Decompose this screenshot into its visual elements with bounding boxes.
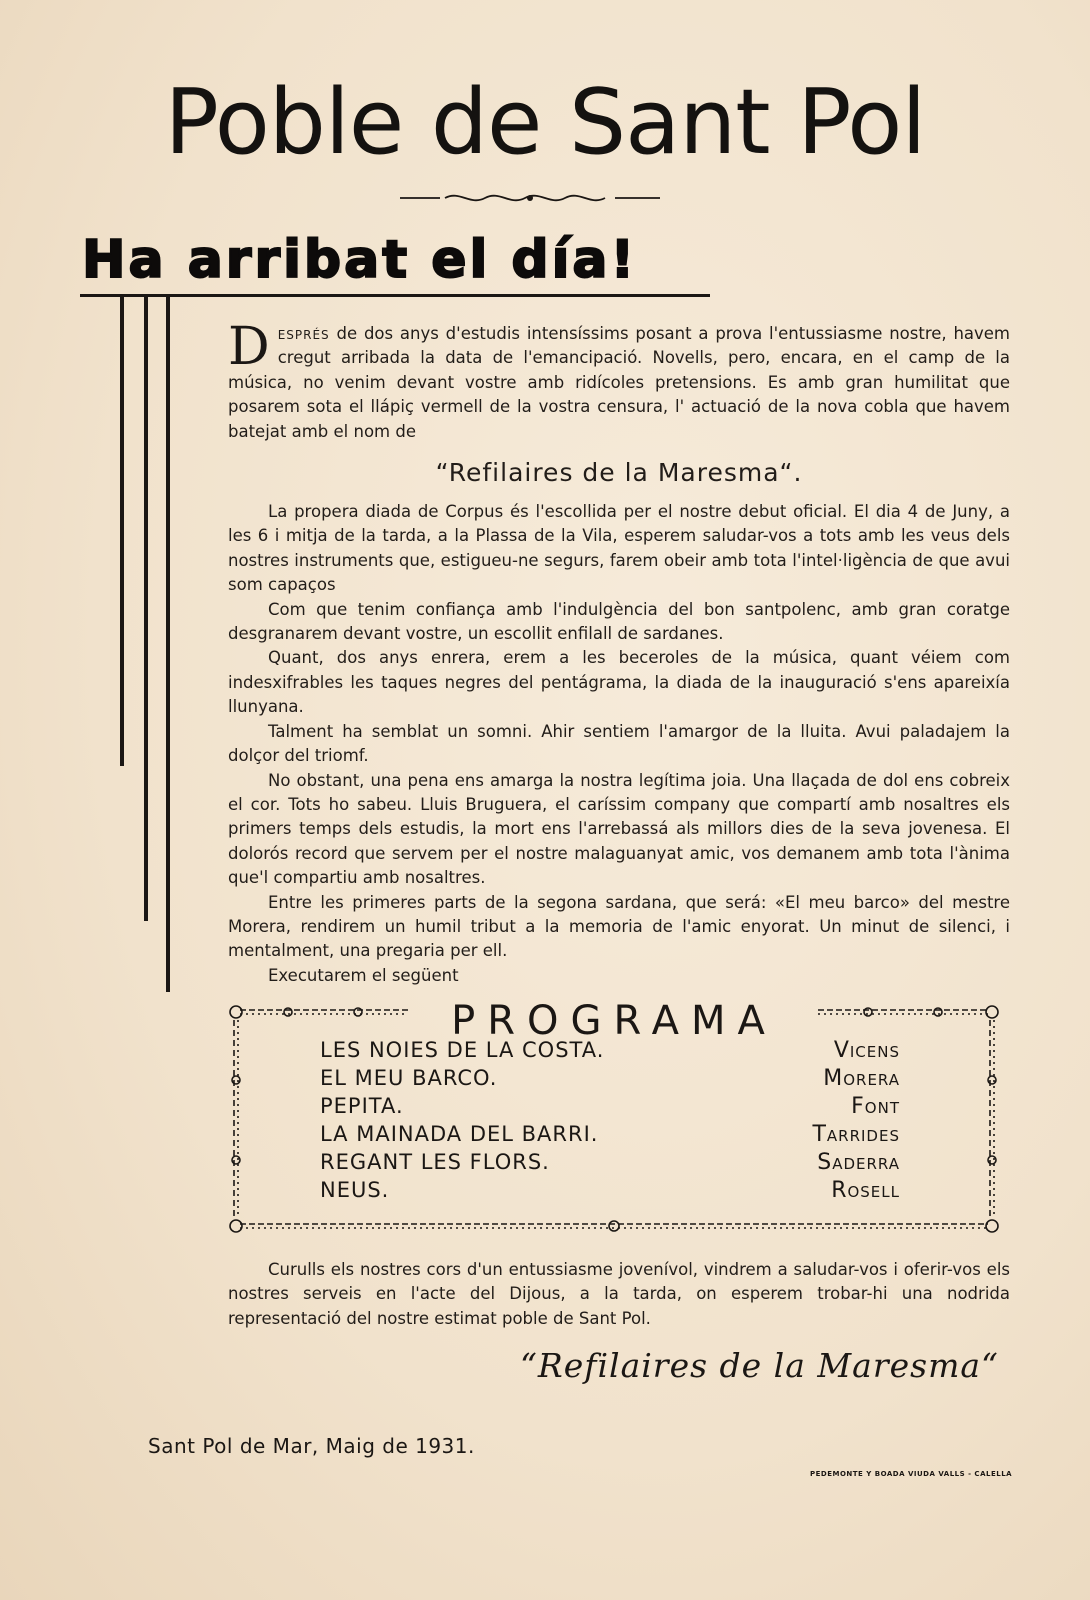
paragraph: Executarem el següent [268, 965, 459, 985]
closing-paragraph [228, 1258, 1010, 1331]
drop-cap: D [228, 317, 270, 377]
printer-credit: PEDEMONTE Y BOADA VIUDA VALLS - CALELLA [810, 1470, 1013, 1478]
vertical-rule [144, 296, 148, 921]
song-author: Saderra [817, 1150, 900, 1175]
headline: Ha arribat el día! [82, 230, 638, 290]
programa-box [228, 1000, 1000, 1250]
signature: “Refilaires de la Maresma“ [520, 1346, 999, 1385]
song-title: LA MAINADA DEL BARRI. [320, 1122, 599, 1146]
closing-text: Curulls els nostres cors d'un entussiasme jovenívol, vindrem a saludar-vos i oferir-vos els nostres serveis en l'acte del Dijous, a la tarda, on esperem trobar-hi una nodrida representació del nostre estimat poble de Sant Pol. [228, 1260, 1010, 1328]
ornament-divider [400, 188, 660, 208]
programa-title: PROGRAMA [451, 998, 777, 1044]
vertical-rule [166, 296, 170, 992]
cobla-name: “Refilaires de la Maresma“. [435, 458, 803, 488]
paragraph: No obstant, una pena ens amarga la nostra legítima joia. Una llaçada de dol ens cobreix el cor. Tots ho sabeu. Lluis Bruguera, el caríssim company que compartí amb nosaltres els primers temps dels estudis, la mort ens l'arrebassá als millors dies de la seva jovenesa. El dolorós record que servem per el nostre malaguanyat amic, vos demanem amb tota l'ànima que'l compartiu amb nosaltres. [228, 770, 1010, 888]
song-author: Vicens [833, 1038, 900, 1063]
song-title: REGANT LES FLORS. [320, 1150, 550, 1174]
song-title: EL MEU BARCO. [320, 1066, 498, 1090]
vertical-rule [120, 296, 124, 766]
place-date: Sant Pol de Mar, Maig de 1931. [148, 1434, 475, 1458]
intro-text: de dos anys d'estudis intensíssims posant a prova l'entussiasme nostre, havem cregut arribada la data de l'emancipació. Novells, pero, encara, en el camp de la música, no venim devant vostre amb ridícoles pretensions. Es amb gran humilitat que posarem sota el llápiç vermell de la vostra censura, l' actuació de la nova cobla que havem batejat amb el nom de [228, 324, 1011, 441]
song-author: Rosell [831, 1178, 900, 1203]
song-title: PEPITA. [320, 1094, 404, 1118]
song-author: Font [851, 1094, 900, 1119]
paragraph: Talment ha semblat un somni. Ahir sentiem l'amargor de la lluita. Avui paladajem la dolçor del triomf. [228, 721, 1010, 766]
paragraph: Quant, dos anys enrera, erem a les beceroles de la música, quant véiem com indesxifrables les taques negres del pentágrama, la diada de la inauguració s'ens apareixía llunyana. [228, 648, 1010, 717]
headline-rule [80, 294, 710, 297]
intro-paragraph [228, 317, 1011, 444]
paragraph: La propera diada de Corpus és l'escollida per el nostre debut oficial. El dia 4 de Juny, a les 6 i mitja de la tarda, a la Plassa de la Vila, esperem saludar-vos a tots amb les veus dels nostres instruments que, estigueu-ne segurs, farem obeir amb tota l'intel·ligència de que avui som capaços [228, 502, 1010, 595]
intro-first-word: esprés [277, 324, 330, 343]
page-title: Poble de Sant Pol [164, 70, 926, 175]
body-text [228, 317, 1011, 988]
song-author: Tarrides [812, 1122, 900, 1147]
song-title: LES NOIES DE LA COSTA. [320, 1038, 605, 1062]
paragraph: Entre les primeres parts de la segona sardana, que será: «El meu barco» del mestre Morera, rendirem un humil tribut a la memoria de l'amic enyorat. Un minut de silenci, i mentalment, una pregaria per ell. [228, 892, 1010, 961]
song-title: NEUS. [320, 1178, 390, 1202]
song-author: Morera [823, 1066, 900, 1091]
paragraph: Com que tenim confiança amb l'indulgència del bon santpolenc, amb gran coratge desgranarem devant vostre, un escollit enfilall de sardanes. [228, 599, 1010, 644]
